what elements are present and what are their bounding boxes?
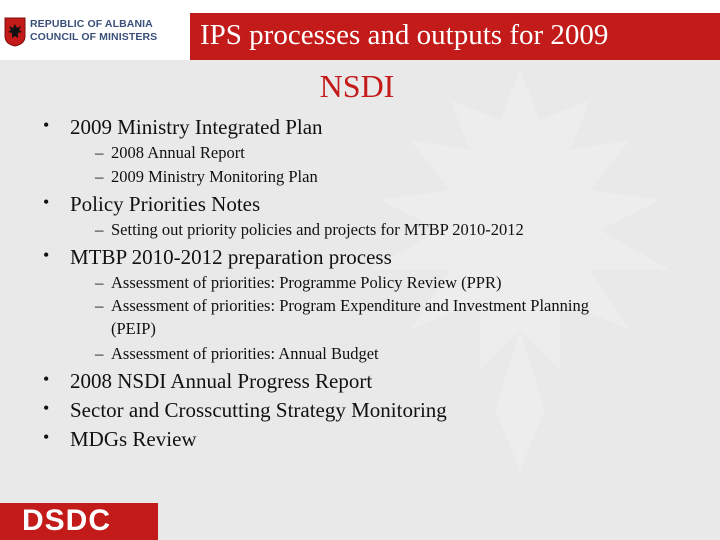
list-item-text: 2008 NSDI Annual Progress Report xyxy=(70,369,373,393)
slide-title: IPS processes and outputs for 2009 xyxy=(200,19,609,51)
list-item-text: Sector and Crosscutting Strategy Monitoring xyxy=(70,398,447,422)
bullet-icon: • xyxy=(43,245,50,265)
list-item-text: Setting out priority policies and projects for MTBP 2010-2012 xyxy=(111,220,524,239)
bullet-icon: • xyxy=(43,398,50,418)
dash-icon: – xyxy=(95,344,104,363)
footer-brand: DSDC xyxy=(22,504,112,537)
list-item-text: MDGs Review xyxy=(70,427,197,451)
dash-icon: – xyxy=(95,273,104,292)
bullet-icon: • xyxy=(43,427,50,447)
footer-brand-box xyxy=(0,503,158,540)
list-item-text: Assessment of priorities: Annual Budget xyxy=(111,344,379,363)
list-item-text: Assessment of priorities: Program Expenditure and Investment Planning xyxy=(111,296,589,315)
list-item-text: 2009 Ministry Integrated Plan xyxy=(70,115,323,139)
list-item-text: Assessment of priorities: Programme Policy Review (PPR) xyxy=(111,273,502,292)
org-name-line1: REPUBLIC OF ALBANIA xyxy=(30,18,153,30)
list-item-text: (PEIP) xyxy=(111,319,156,338)
bullet-icon: • xyxy=(43,192,50,212)
list-item-text: MTBP 2010-2012 preparation process xyxy=(70,245,392,269)
dash-icon: – xyxy=(95,143,104,162)
list-item-text: 2008 Annual Report xyxy=(111,143,245,162)
list-item-text: 2009 Ministry Monitoring Plan xyxy=(111,167,318,186)
dash-icon: – xyxy=(95,220,104,239)
list-item-text: Policy Priorities Notes xyxy=(70,192,261,216)
dash-icon: – xyxy=(95,296,104,315)
org-name-line2: COUNCIL OF MINISTERS xyxy=(30,31,158,43)
bullet-icon: • xyxy=(43,369,50,389)
bullet-icon: • xyxy=(43,115,50,135)
slide-subtitle: NSDI xyxy=(319,68,395,104)
dash-icon: – xyxy=(95,167,104,186)
